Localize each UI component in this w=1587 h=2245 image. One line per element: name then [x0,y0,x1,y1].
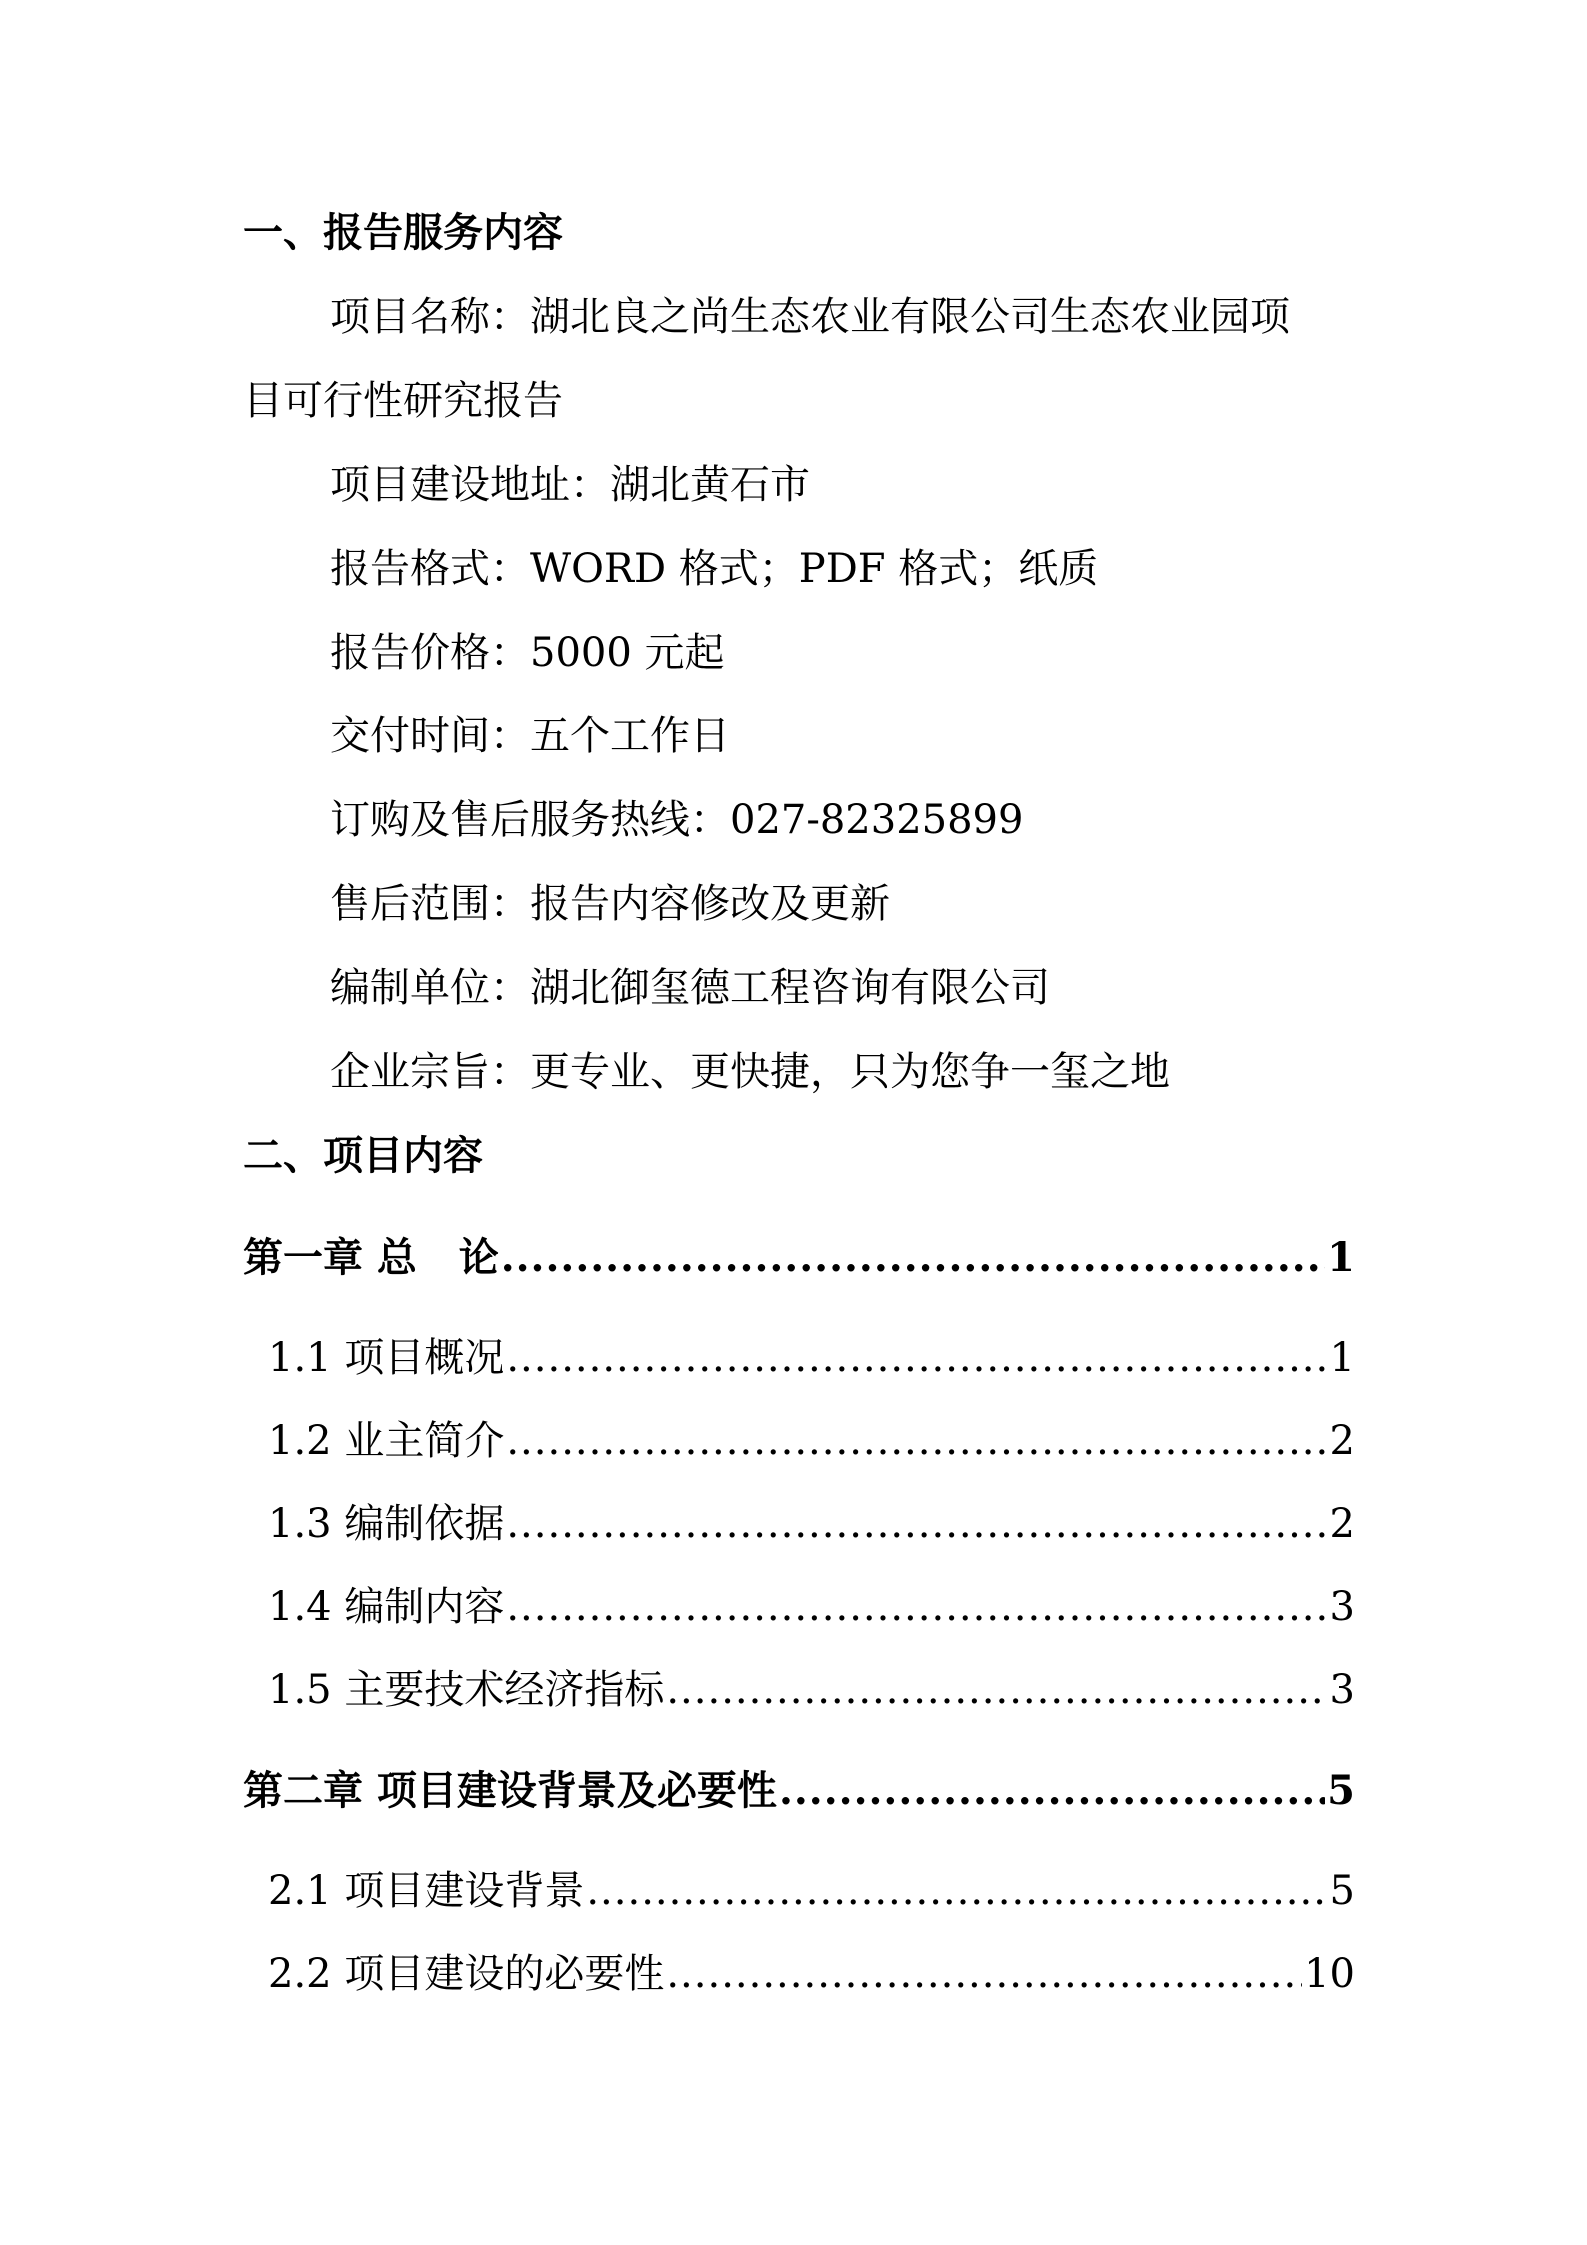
toc-leader-dots [506,1416,1327,1466]
report-price: 报告价格：5000 元起 [330,630,725,676]
report-format: 报告格式：WORD 格式；PDF 格式；纸质 [330,546,1099,592]
toc-title: 1.4 编制内容 [268,1584,505,1630]
toc-leader-dots [501,1233,1325,1283]
project-name-line-1: 项目名称：湖北良之尚生态农业有限公司生态农业园项 [330,294,1290,340]
toc-entry-1-1[interactable] [268,1333,1355,1383]
toc-title: 1.2 业主简介 [268,1418,505,1464]
toc-leader-dots [506,1333,1327,1383]
section-heading-report-services: 一、报告服务内容 [243,209,563,256]
toc-leader-dots [506,1499,1327,1549]
toc-title: 第二章 项目建设背景及必要性 [243,1767,777,1814]
toc-page-number: 10 [1304,1951,1355,1997]
section-heading-project-content: 二、项目内容 [243,1132,483,1179]
toc-leader-dots [586,1866,1327,1916]
toc-entry-2-1[interactable] [268,1866,1355,1916]
toc-title: 2.1 项目建设背景 [268,1868,585,1914]
project-name-line-2: 目可行性研究报告 [243,378,563,424]
toc-page-number: 3 [1329,1667,1355,1713]
toc-leader-dots [666,1665,1327,1715]
after-sales-scope: 售后范围：报告内容修改及更新 [330,881,890,927]
toc-title: 1.5 主要技术经济指标 [268,1667,665,1713]
toc-title: 2.2 项目建设的必要性 [268,1951,665,1997]
toc-title: 第一章 总 论 [243,1234,499,1281]
compiling-unit: 编制单位：湖北御玺德工程咨询有限公司 [330,965,1050,1011]
toc-title: 1.1 项目概况 [268,1335,505,1381]
toc-entry-1-4[interactable] [268,1582,1355,1632]
toc-entry-1-2[interactable] [268,1416,1355,1466]
company-motto: 企业宗旨：更专业、更快捷，只为您争一玺之地 [330,1049,1170,1095]
toc-entry-1-5[interactable] [268,1665,1355,1715]
toc-entry-chapter-1[interactable] [243,1233,1355,1283]
project-address: 项目建设地址：湖北黄石市 [330,462,810,508]
toc-page-number: 2 [1329,1418,1355,1464]
toc-leader-dots [506,1582,1327,1632]
toc-title: 1.3 编制依据 [268,1501,505,1547]
toc-page-number: 5 [1327,1767,1355,1814]
toc-entry-1-3[interactable] [268,1499,1355,1549]
toc-entry-2-2[interactable] [268,1949,1355,1999]
toc-page-number: 1 [1327,1234,1355,1281]
toc-page-number: 5 [1329,1868,1355,1914]
delivery-time: 交付时间：五个工作日 [330,713,730,759]
toc-page-number: 2 [1329,1501,1355,1547]
toc-entry-chapter-2[interactable] [243,1766,1355,1816]
toc-page-number: 3 [1329,1584,1355,1630]
service-hotline: 订购及售后服务热线：027-82325899 [330,797,1024,843]
toc-page-number: 1 [1329,1335,1355,1381]
toc-leader-dots [779,1766,1325,1816]
toc-leader-dots [666,1949,1302,1999]
